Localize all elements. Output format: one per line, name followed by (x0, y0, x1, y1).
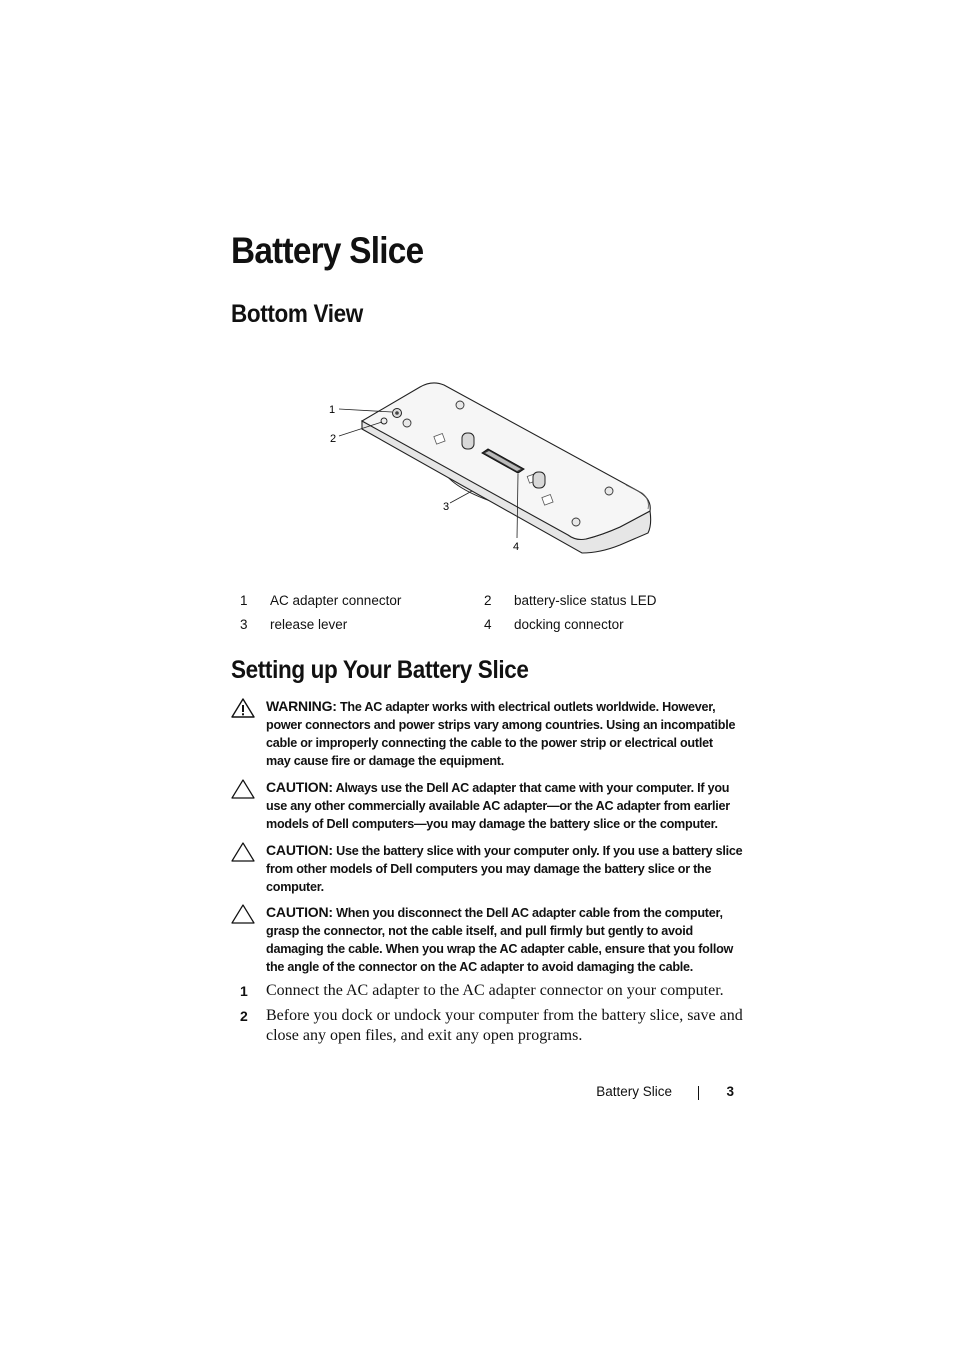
status-led-shape (381, 418, 387, 424)
section-heading-bottom-view: Bottom View (231, 300, 363, 328)
notice-type: CAUTION: (266, 904, 333, 920)
step-text: close any open files, and exit any open programs. (266, 1027, 583, 1044)
caution-notice (230, 903, 745, 976)
caution-notice (230, 841, 745, 896)
notice-line: When you disconnect the Dell AC adapter cable from the computer, (336, 906, 723, 920)
notice-line: from other models of Dell computers you may damage the battery slice or the (266, 862, 712, 876)
footer-separator (698, 1086, 699, 1100)
battery-slice-illustration (320, 375, 660, 560)
step-number: 1 (240, 983, 248, 999)
notice-line: the angle of the connector on the AC adapter to avoid damaging the cable. (266, 960, 694, 974)
legend-num: 4 (484, 617, 492, 632)
callout-1: 1 (329, 404, 336, 416)
notice-line: may cause fire or damage the equipment. (266, 754, 505, 768)
notice-line: The AC adapter works with electrical outlets worldwide. However, (339, 700, 716, 714)
legend-num: 2 (484, 593, 492, 608)
legend-label: release lever (270, 617, 348, 632)
caution-triangle-icon (230, 778, 256, 800)
notice-line: models of Dell computers—you may damage the battery slice or the computer. (266, 817, 718, 831)
locating-post-shape (462, 433, 474, 449)
caution-triangle-icon (230, 841, 256, 863)
legend-row (232, 617, 752, 641)
notice-line: use any other commercially available AC adapter—or the AC adapter from earlier (266, 799, 730, 813)
notice-type: CAUTION: (266, 779, 333, 795)
legend-num: 1 (240, 593, 248, 608)
notice-type: WARNING: (266, 698, 337, 714)
callout-3: 3 (443, 501, 450, 513)
step-item (240, 1006, 750, 1046)
notice-line: cable or improperly connecting the cable to the power strip or electrical outlet (266, 736, 713, 750)
notice-line: power connectors and power strips vary among countries. Using an incompatible (266, 718, 736, 732)
step-text: Before you dock or undock your computer from the battery slice, save and (266, 1007, 743, 1024)
legend-label: docking connector (514, 617, 624, 632)
notice-line: Always use the Dell AC adapter that came with your computer. If you (335, 781, 730, 795)
notice-type: CAUTION: (266, 842, 333, 858)
caution-triangle-icon (230, 903, 256, 925)
notice-line: damaging the cable. When you wrap the AC adapter cable, ensure that you follow (266, 942, 734, 956)
page-title: Battery Slice (231, 230, 424, 271)
figure-legend (232, 593, 752, 641)
notice-line: computer. (266, 880, 324, 894)
notice-line: Use the battery slice with your computer only. If you use a battery slice (336, 844, 743, 858)
legend-row (232, 593, 752, 617)
step-item (240, 981, 750, 1001)
warning-triangle-icon (230, 697, 256, 719)
caution-notice (230, 778, 745, 833)
section-heading-setup: Setting up Your Battery Slice (231, 656, 529, 684)
legend-label: battery-slice status LED (514, 593, 657, 608)
notice-line: grasp the connector, not the cable itself, and pull firmly but gently to avoid (266, 924, 693, 938)
step-number: 2 (240, 1008, 248, 1024)
step-text: Connect the AC adapter to the AC adapter connector on your computer. (266, 982, 724, 999)
legend-num: 3 (240, 617, 248, 632)
warning-notice (230, 697, 745, 770)
page-number: 3 (726, 1084, 734, 1099)
callout-4: 4 (513, 541, 520, 553)
callout-2: 2 (330, 433, 337, 445)
page-footer (560, 1084, 740, 1104)
footer-title: Battery Slice (596, 1084, 672, 1099)
legend-label: AC adapter connector (270, 593, 402, 608)
